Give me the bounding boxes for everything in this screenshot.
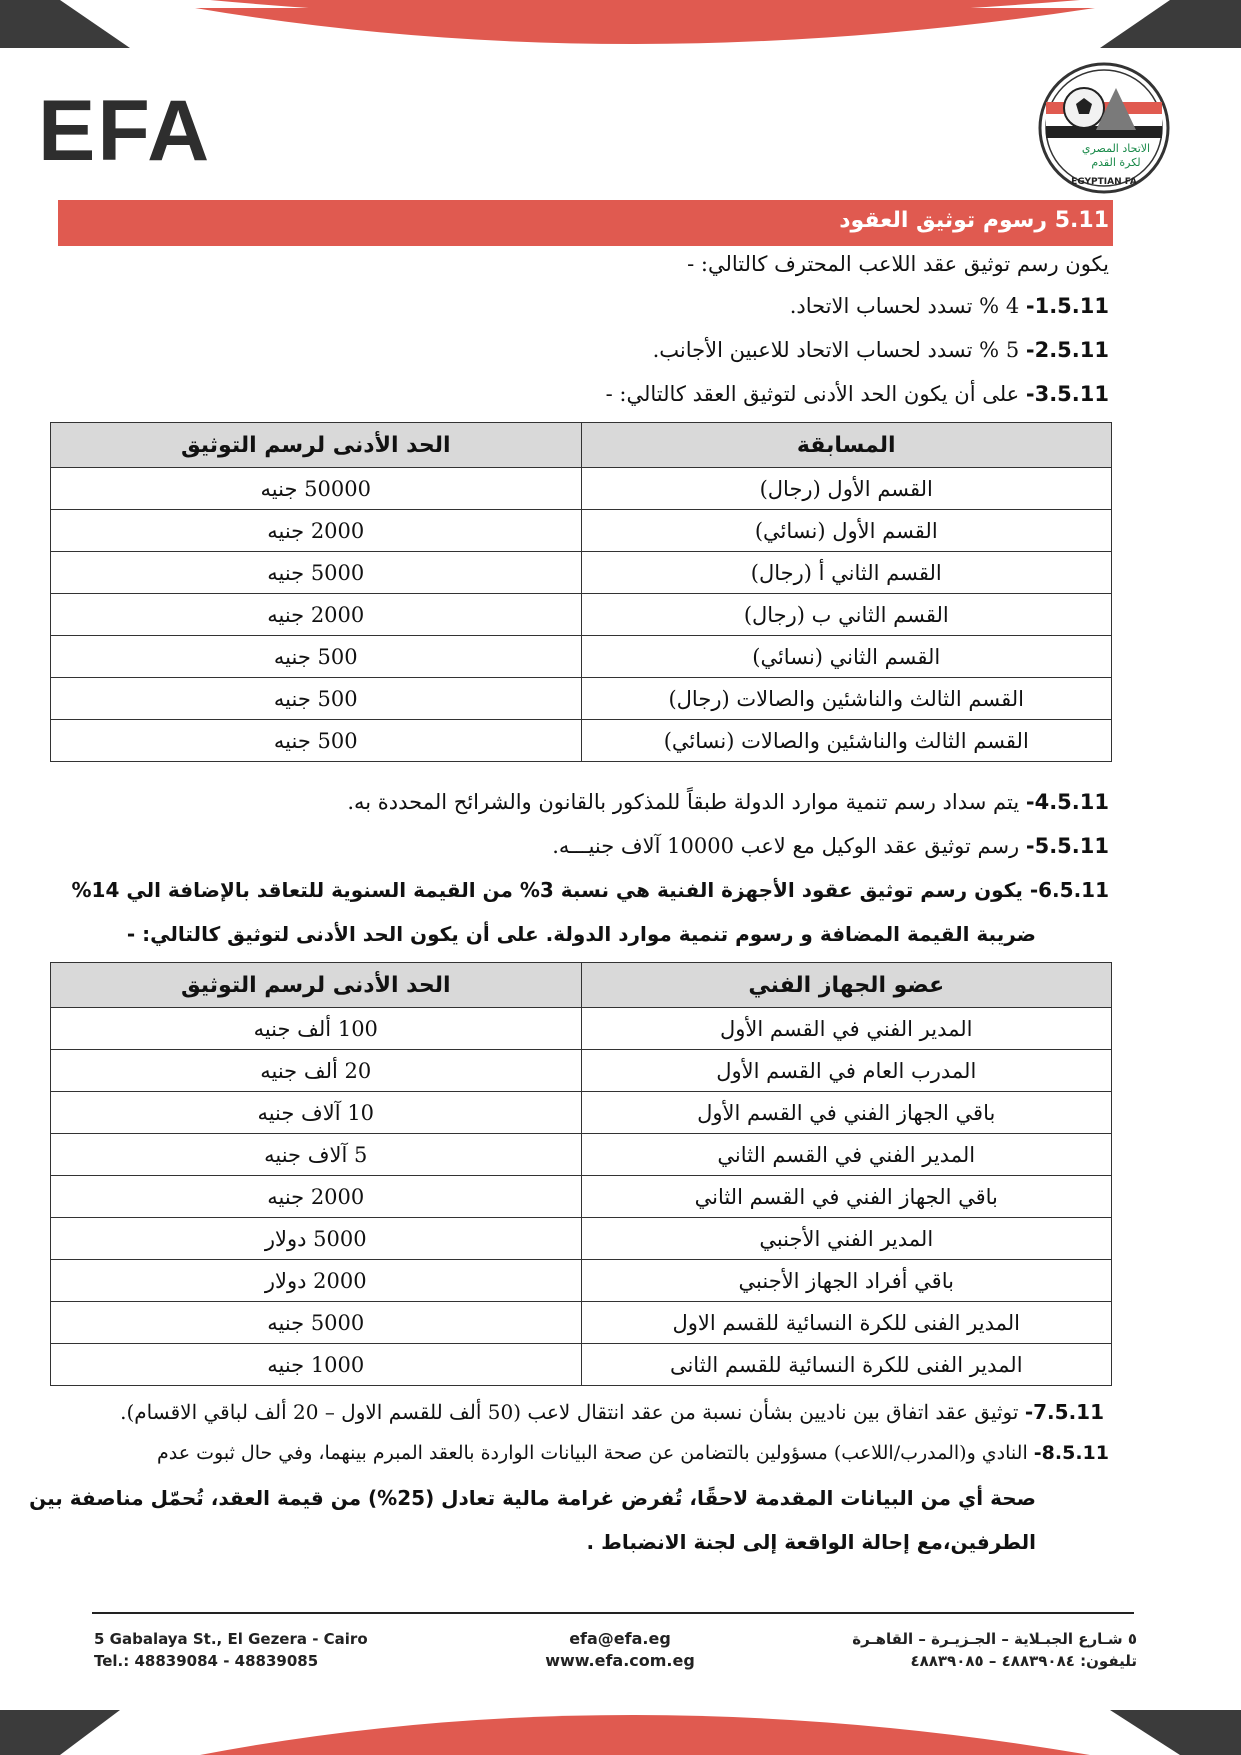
table-row <box>51 552 1112 594</box>
competition-cell: القسم الثالث والناشئين والصالات (نسائي) <box>581 720 1112 762</box>
phone-line: Tel.: 48839084 - 48839085 <box>94 1652 319 1670</box>
crest-english: EGYPTIAN FA <box>1071 177 1137 187</box>
column-header-minimum-fee: الحد الأدنى لرسم التوثيق <box>51 963 582 1008</box>
fee-cell: 5000 جنيه <box>51 1302 582 1344</box>
fee-cell: 5 آلاف جنيه <box>51 1134 582 1176</box>
clause-number: 2.5.11- <box>1025 338 1109 362</box>
fee-cell: 10 آلاف جنيه <box>51 1092 582 1134</box>
intro-paragraph: يكون رسم توثيق عقد اللاعب المحترف كالتالي: - <box>687 252 1109 276</box>
crest-arabic-line1: الاتحاد المصري <box>1081 142 1151 155</box>
clause-2 <box>653 338 1109 362</box>
competition-cell: القسم الثاني ب (رجال) <box>581 594 1112 636</box>
fee-cell: 5000 دولار <box>51 1218 582 1260</box>
fee-cell: 5000 جنيه <box>51 552 582 594</box>
fee-cell: 2000 دولار <box>51 1260 582 1302</box>
fee-cell: 2000 جنيه <box>51 510 582 552</box>
phone-line: تليفون: ٤٨٨٣٩٠٨٤ – ٤٨٨٣٩٠٨٥ <box>910 1652 1137 1670</box>
competition-cell: القسم الثالث والناشئين والصالات (رجال) <box>581 678 1112 720</box>
footer-address-en <box>94 1628 368 1672</box>
clause-text: رسم توثيق عقد الوكيل مع لاعب 10000 آلاف جنيـــه. <box>552 834 1026 858</box>
table-row <box>51 1344 1112 1386</box>
staff-cell: المدير الفني في القسم الثاني <box>581 1134 1112 1176</box>
column-header-minimum-fee: الحد الأدنى لرسم التوثيق <box>51 423 582 468</box>
table-row <box>51 1260 1112 1302</box>
staff-cell: باقي أفراد الجهاز الأجنبي <box>581 1260 1112 1302</box>
clause-text: يكون رسم توثيق عقود الأجهزة الفنية هي نسبة 3% من القيمة السنوية للتعاقد بالإضافة الي 14% <box>71 878 1030 902</box>
column-header-competition: المسابقة <box>581 423 1112 468</box>
fee-cell: 500 جنيه <box>51 720 582 762</box>
competition-cell: القسم الأول (نسائي) <box>581 510 1112 552</box>
clause-number: 7.5.11- <box>1024 1400 1104 1424</box>
fee-cell: 1000 جنيه <box>51 1344 582 1386</box>
clause-8-continuation <box>29 1486 1036 1510</box>
table-row <box>51 1008 1112 1050</box>
table-row <box>51 1134 1112 1176</box>
clause-text: توثيق عقد اتفاق بين ناديين بشأن نسبة من عقد انتقال لاعب (50 ألف للقسم الاول – 20 ألف لباقي الاقسام). <box>120 1400 1025 1424</box>
table-row <box>51 510 1112 552</box>
staff-cell: باقي الجهاز الفني في القسم الثاني <box>581 1176 1112 1218</box>
clause-6-continuation <box>127 922 1036 946</box>
bottom-decorative-band <box>0 1690 1241 1755</box>
competition-cell: القسم الأول (رجال) <box>581 468 1112 510</box>
top-decorative-band <box>0 0 1241 60</box>
clause-text: 4 % تسدد لحساب الاتحاد. <box>789 294 1026 318</box>
table-header-row <box>51 423 1112 468</box>
address-line: 5 Gabalaya St., El Gezera - Cairo <box>94 1630 368 1648</box>
technical-staff-fees-table <box>50 962 1112 1386</box>
staff-cell: المدير الفنى للكرة النسائية للقسم الثانى <box>581 1344 1112 1386</box>
email-link[interactable]: efa@efa.eg <box>569 1629 671 1648</box>
table-row <box>51 1092 1112 1134</box>
fee-cell: 2000 جنيه <box>51 1176 582 1218</box>
clause-number: 1.5.11- <box>1025 294 1109 318</box>
fee-cell: 2000 جنيه <box>51 594 582 636</box>
clause-1 <box>790 294 1109 318</box>
clause-text: 5 % تسدد لحساب الاتحاد للاعبين الأجانب. <box>652 338 1026 362</box>
staff-cell: المدير الفني الأجنبي <box>581 1218 1112 1260</box>
competition-cell: القسم الثاني أ (رجال) <box>581 552 1112 594</box>
clause-5 <box>552 834 1109 858</box>
table-row <box>51 636 1112 678</box>
fee-cell: 500 جنيه <box>51 636 582 678</box>
clause-8 <box>157 1442 1109 1464</box>
clause-4 <box>347 790 1109 814</box>
table-row <box>51 1176 1112 1218</box>
website-link[interactable]: www.efa.com.eg <box>545 1651 695 1670</box>
fee-cell: 500 جنيه <box>51 678 582 720</box>
clause-number: 4.5.11- <box>1025 790 1109 814</box>
clause-number: 3.5.11- <box>1025 382 1109 406</box>
clause-text: يتم سداد رسم تنمية موارد الدولة طبقاً للمذكور بالقانون والشرائح المحددة به. <box>347 790 1026 814</box>
clause-6 <box>71 878 1109 902</box>
table-row <box>51 1218 1112 1260</box>
staff-cell: المدرب العام في القسم الأول <box>581 1050 1112 1092</box>
table-row <box>51 1050 1112 1092</box>
footer-contact <box>520 1628 720 1672</box>
table-row <box>51 720 1112 762</box>
footer-divider <box>92 1612 1134 1614</box>
table-row <box>51 594 1112 636</box>
competition-cell: القسم الثاني (نسائي) <box>581 636 1112 678</box>
fee-cell: 50000 جنيه <box>51 468 582 510</box>
clause-number: 8.5.11- <box>1033 1442 1109 1464</box>
table-row <box>51 1302 1112 1344</box>
table-row <box>51 468 1112 510</box>
footer-address-ar <box>852 1628 1137 1672</box>
clause-text: ضريبة القيمة المضافة و رسوم تنمية موارد الدولة. على أن يكون الحد الأدنى لتوثيق كالتالي: - <box>126 922 1036 946</box>
clause-text: النادي و(المدرب/اللاعب) مسؤولين بالتضامن عن صحة البيانات الواردة بالعقد المبرم بينهما، وفي حال ثبوت عدم <box>157 1442 1034 1464</box>
column-header-staff-member: عضو الجهاز الفني <box>581 963 1112 1008</box>
egyptian-fa-crest-logo <box>1036 60 1172 196</box>
competition-fees-table <box>50 422 1112 762</box>
clause-number: 6.5.11- <box>1029 878 1109 902</box>
clause-7 <box>120 1400 1104 1424</box>
table-row <box>51 678 1112 720</box>
section-title: 5.11 رسوم توثيق العقود <box>839 208 1109 233</box>
clause-8-continuation <box>587 1530 1036 1554</box>
efa-logo: EFA <box>38 83 212 179</box>
staff-cell: باقي الجهاز الفني في القسم الأول <box>581 1092 1112 1134</box>
address-line: ٥ شـارع الجبـلاية – الجـزيـرة – القاهـرة <box>852 1630 1137 1648</box>
clause-3 <box>606 382 1109 406</box>
fee-cell: 100 ألف جنيه <box>51 1008 582 1050</box>
clause-text: الطرفين،مع إحالة الواقعة إلى لجنة الانضباط . <box>586 1530 1036 1554</box>
clause-text: صحة أي من البيانات المقدمة لاحقًا، تُفرض غرامة مالية تعادل (25%) من قيمة العقد، تُحمّل مناصفة بين <box>29 1486 1036 1510</box>
fee-cell: 20 ألف جنيه <box>51 1050 582 1092</box>
clause-text: على أن يكون الحد الأدنى لتوثيق العقد كالتالي: - <box>605 382 1026 406</box>
table-header-row <box>51 963 1112 1008</box>
staff-cell: المدير الفنى للكرة النسائية للقسم الاول <box>581 1302 1112 1344</box>
crest-arabic-line2: لكرة القدم <box>1091 156 1141 169</box>
staff-cell: المدير الفني في القسم الأول <box>581 1008 1112 1050</box>
clause-number: 5.5.11- <box>1025 834 1109 858</box>
